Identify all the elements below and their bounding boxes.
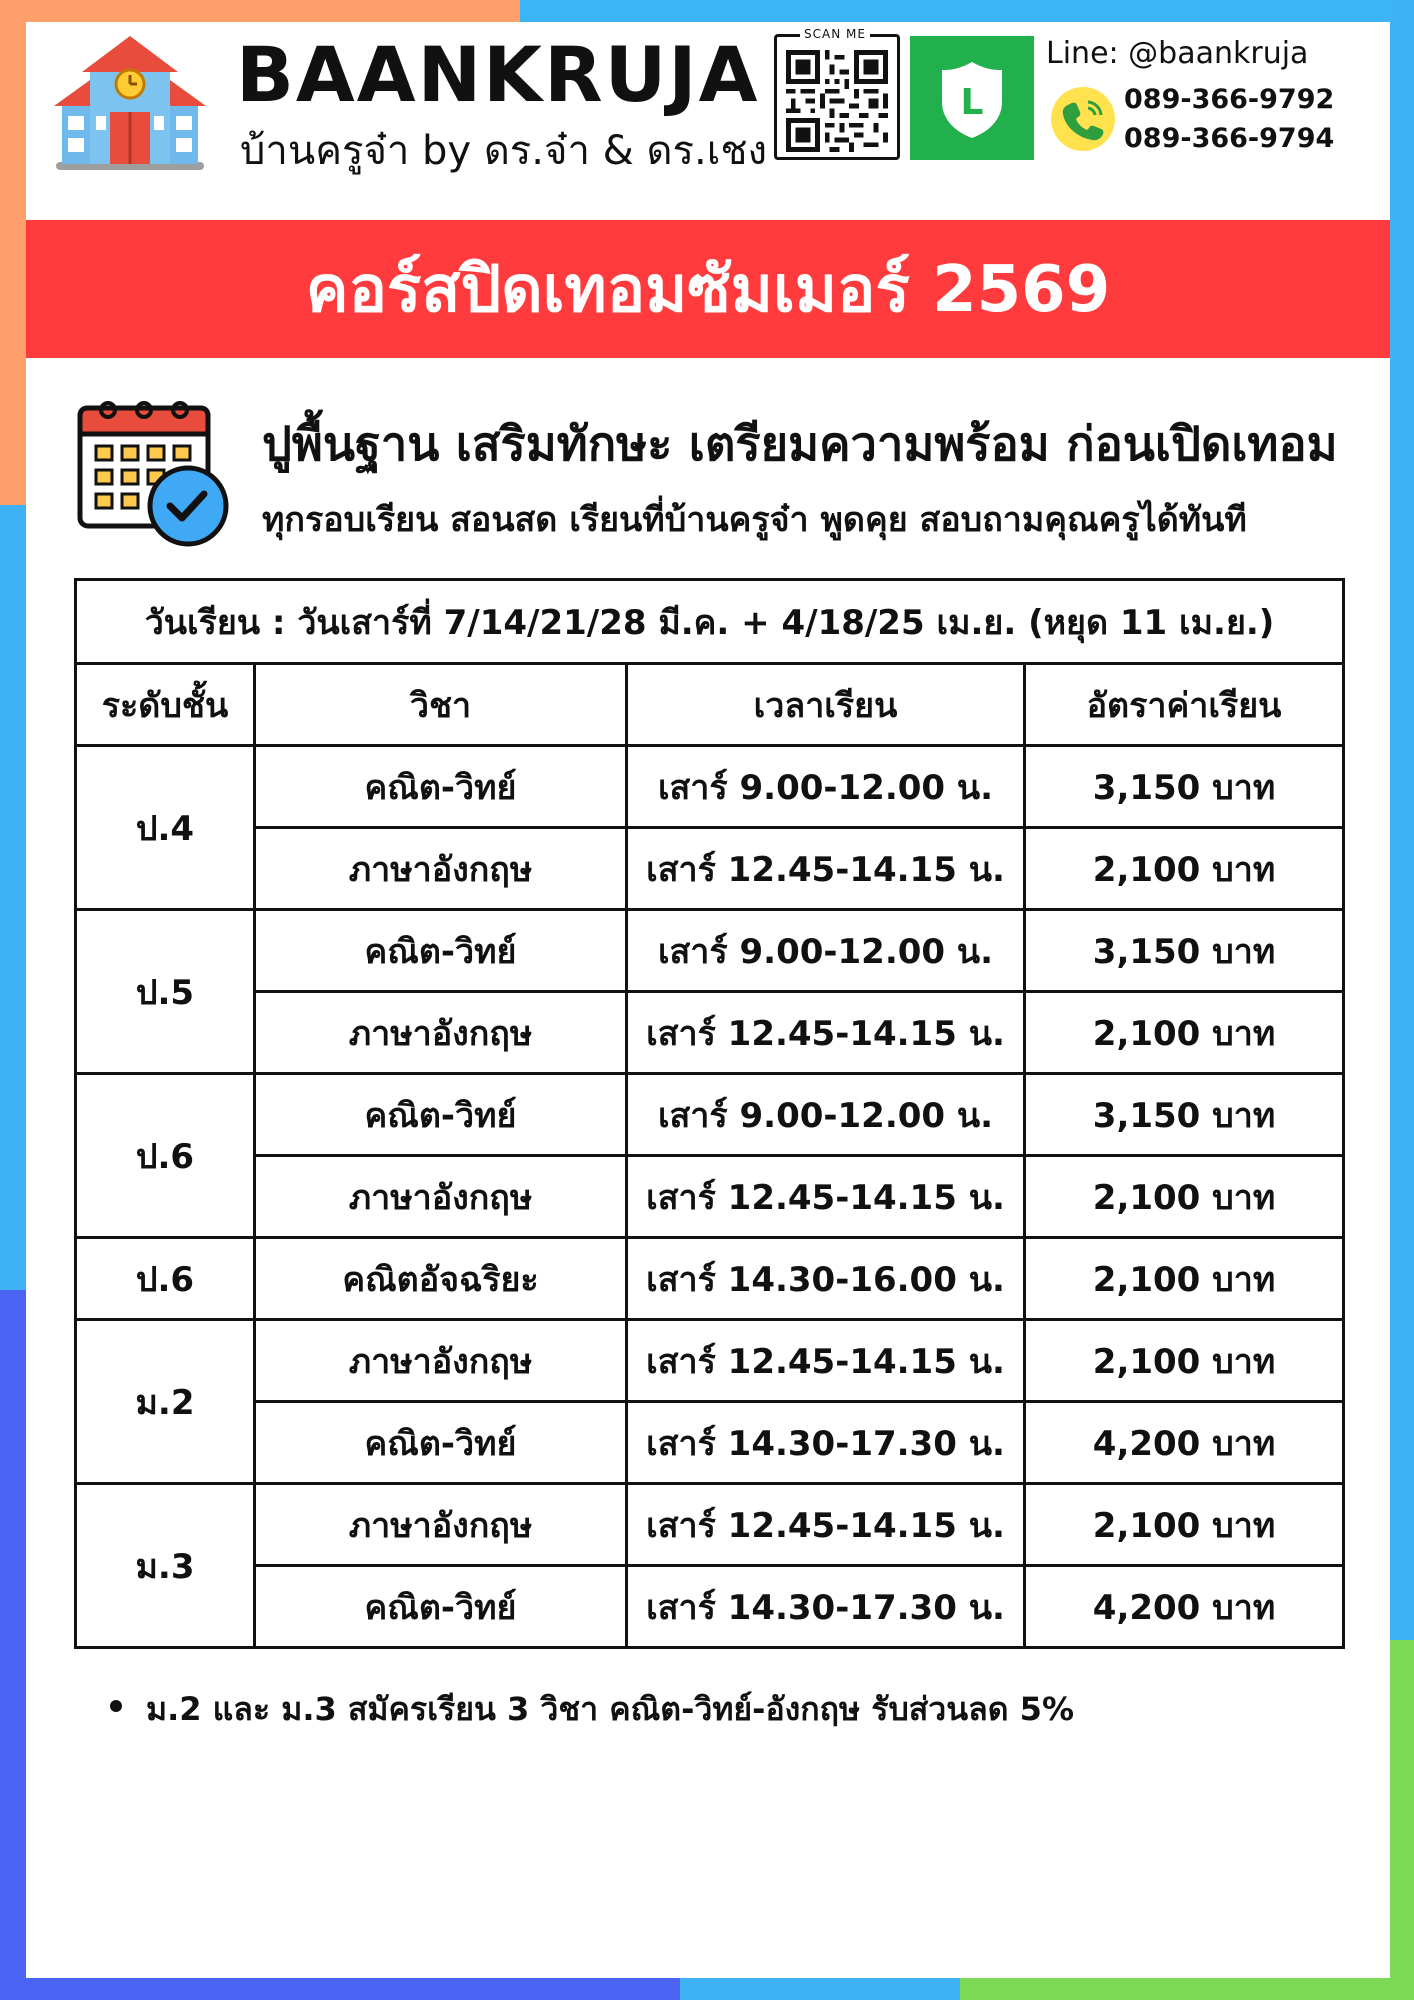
line-handle: Line: @baankruja: [1046, 36, 1309, 71]
table-row: [76, 1156, 1344, 1238]
level-cell: ป.4: [76, 746, 255, 910]
header-level: ระดับชั้น: [76, 664, 255, 746]
time-cell: เสาร์ 12.45-14.15 น.: [627, 828, 1025, 910]
subject-cell: คณิตอัจฉริยะ: [255, 1238, 627, 1320]
fee-cell: 2,100 บาท: [1025, 828, 1344, 910]
brand-name: BAANKRUJA: [236, 30, 760, 119]
level-cell: ม.3: [76, 1484, 255, 1648]
frame-green-right: [1390, 1640, 1414, 2000]
fee-cell: 4,200 บาท: [1025, 1566, 1344, 1648]
line-app-icon[interactable]: [910, 36, 1034, 160]
time-cell: เสาร์ 9.00-12.00 น.: [627, 910, 1025, 992]
time-cell: เสาร์ 14.30-16.00 น.: [627, 1238, 1025, 1320]
time-cell: เสาร์ 12.45-14.15 น.: [627, 992, 1025, 1074]
qr-scan-label: SCAN ME: [800, 27, 870, 41]
school-house-icon: [52, 32, 208, 172]
fee-cell: 2,100 บาท: [1025, 992, 1344, 1074]
table-row: [76, 1074, 1344, 1156]
frame-indigo-bottom: [0, 1978, 680, 2000]
phone-number-1[interactable]: 089-366-9792: [1124, 84, 1335, 115]
header-subject: วิชา: [255, 664, 627, 746]
subject-cell: คณิต-วิทย์: [255, 1402, 627, 1484]
subject-cell: คณิต-วิทย์: [255, 746, 627, 828]
frame-blue-right: [1390, 0, 1414, 1640]
table-row: [76, 1484, 1344, 1566]
line-shield-icon: [910, 36, 1034, 160]
note-bullet-icon: [110, 1700, 122, 1712]
table-row: [76, 1238, 1344, 1320]
schedule-date-line: วันเรียน : วันเสาร์ที่ 7/14/21/28 มี.ค. + 4/18/25 เม.ย. (หยุด 11 เม.ย.): [76, 580, 1344, 664]
time-cell: เสาร์ 9.00-12.00 น.: [627, 1074, 1025, 1156]
banner-title: คอร์สปิดเทอมซัมเมอร์ 2569: [305, 253, 1111, 327]
schedule-header-row: [76, 664, 1344, 746]
frame-blue-left: [0, 505, 26, 1305]
table-row: [76, 746, 1344, 828]
qr-code-icon[interactable]: [786, 50, 888, 152]
subject-cell: คณิต-วิทย์: [255, 910, 627, 992]
time-cell: เสาร์ 12.45-14.15 น.: [627, 1484, 1025, 1566]
table-row: [76, 910, 1344, 992]
fee-cell: 3,150 บาท: [1025, 1074, 1344, 1156]
level-cell: ป.5: [76, 910, 255, 1074]
frame-blue-top: [520, 0, 1414, 22]
fee-cell: 3,150 บาท: [1025, 746, 1344, 828]
schedule-date-row: [76, 580, 1344, 664]
phone-number-2[interactable]: 089-366-9794: [1124, 123, 1335, 154]
table-row: [76, 828, 1344, 910]
frame-green-bottom: [960, 1978, 1414, 2000]
level-cell: ป.6: [76, 1074, 255, 1238]
level-cell: ม.2: [76, 1320, 255, 1484]
discount-note: ม.2 และ ม.3 สมัครเรียน 3 วิชา คณิต-วิทย์-อังกฤษ รับส่วนลด 5%: [146, 1690, 1074, 1728]
header-fee: อัตราค่าเรียน: [1025, 664, 1344, 746]
fee-cell: 2,100 บาท: [1025, 1484, 1344, 1566]
line-logo-letter: L: [960, 82, 984, 123]
subject-cell: ภาษาอังกฤษ: [255, 828, 627, 910]
fee-cell: 2,100 บาท: [1025, 1238, 1344, 1320]
header-time: เวลาเรียน: [627, 664, 1025, 746]
table-row: [76, 1402, 1344, 1484]
schedule-table: [74, 578, 1345, 1649]
frame-orange-top: [0, 0, 520, 22]
intro-subline: ทุกรอบเรียน สอนสด เรียนที่บ้านครูจ๋า พูดคุย สอบถามคุณครูได้ทันที: [262, 500, 1247, 540]
table-row: [76, 992, 1344, 1074]
title-banner: [26, 220, 1390, 358]
time-cell: เสาร์ 9.00-12.00 น.: [627, 746, 1025, 828]
table-row: [76, 1566, 1344, 1648]
time-cell: เสาร์ 14.30-17.30 น.: [627, 1566, 1025, 1648]
fee-cell: 4,200 บาท: [1025, 1402, 1344, 1484]
time-cell: เสาร์ 12.45-14.15 น.: [627, 1320, 1025, 1402]
fee-cell: 2,100 บาท: [1025, 1320, 1344, 1402]
subject-cell: ภาษาอังกฤษ: [255, 1484, 627, 1566]
time-cell: เสาร์ 14.30-17.30 น.: [627, 1402, 1025, 1484]
frame-orange-left: [0, 0, 26, 505]
brand-subtitle: บ้านครูจ๋า by ดร.จ๋า & ดร.เชง: [240, 128, 768, 174]
subject-cell: ภาษาอังกฤษ: [255, 992, 627, 1074]
time-cell: เสาร์ 12.45-14.15 น.: [627, 1156, 1025, 1238]
subject-cell: คณิต-วิทย์: [255, 1566, 627, 1648]
fee-cell: 2,100 บาท: [1025, 1156, 1344, 1238]
frame-blue-bottom: [680, 1978, 980, 2000]
phone-icon: [1050, 86, 1116, 152]
fee-cell: 3,150 บาท: [1025, 910, 1344, 992]
frame-indigo-left: [0, 1290, 26, 2000]
calendar-check-icon: [76, 396, 232, 548]
subject-cell: ภาษาอังกฤษ: [255, 1320, 627, 1402]
subject-cell: ภาษาอังกฤษ: [255, 1156, 627, 1238]
subject-cell: คณิต-วิทย์: [255, 1074, 627, 1156]
intro-headline: ปูพื้นฐาน เสริมทักษะ เตรียมความพร้อม ก่อนเปิดเทอม: [262, 417, 1338, 472]
level-cell: ป.6: [76, 1238, 255, 1320]
table-row: [76, 1320, 1344, 1402]
